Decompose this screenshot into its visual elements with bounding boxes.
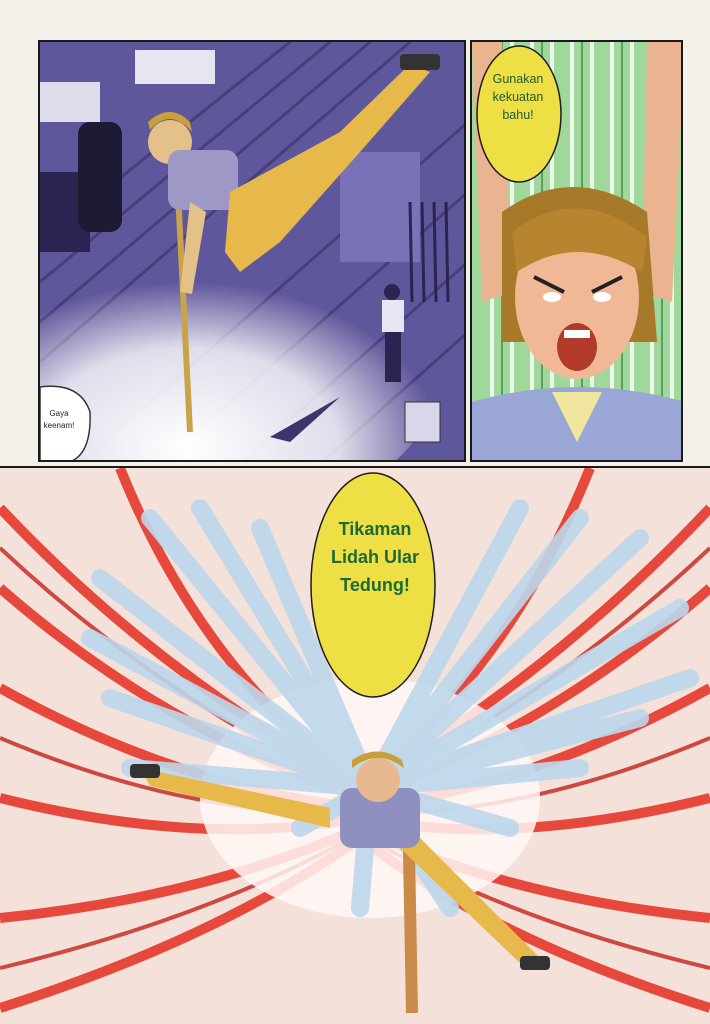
punching-bag [78, 122, 122, 232]
caption-text: Gaya keenam! [43, 409, 75, 430]
training-hall-illustration [40, 42, 466, 462]
speech-text-gunakan: Gunakan kekuatan bahu! [492, 72, 544, 122]
panel-training-hall [38, 40, 466, 462]
speech-text-tikaman: Tikaman Lidah Ular Tedung! [330, 519, 419, 595]
